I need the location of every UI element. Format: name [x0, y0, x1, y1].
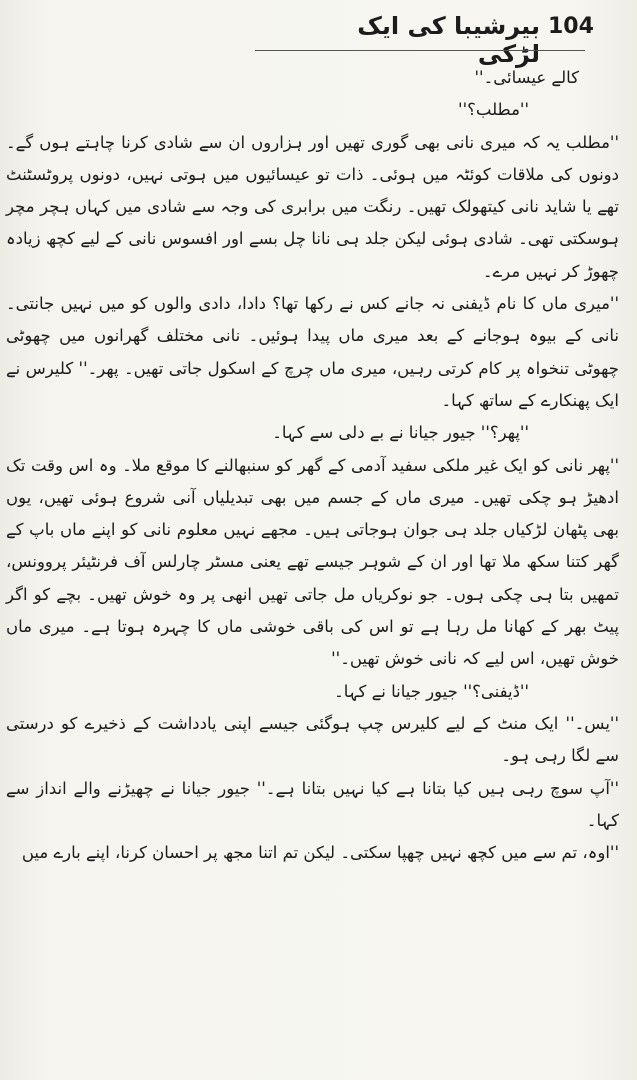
paragraph: ''اوہ، تم سے میں کچھ نہیں چھپا سکتی۔ لیکن تم اتنا مجھ پر احسان کرنا، اپنے بارے میں	[21, 843, 619, 863]
running-title: بیرشیبا کی ایک لڑکی	[357, 12, 540, 68]
paragraph: ''پھر؟'' جیور جیانا نے بے دلی سے کہا۔	[272, 423, 529, 443]
paragraph: ''آپ سوچ رہی ہیں کیا بتانا ہے کیا نہیں بتانا ہے۔'' جیور جیانا نے چھیڑنے والے انداز سے کہا۔	[6, 778, 619, 830]
paragraph: کالے عیسائی۔''	[474, 68, 579, 87]
body-text	[6, 62, 619, 869]
paragraph: ''میری ماں کا نام ڈیفنی نہ جانے کس نے رکھا تھا؟ دادا، دادی والوں کو میں نہیں جانتی۔ نانی کے بیوہ ہوجانے کے بعد میری ماں پیدا ہوئیں۔ نانی مختلف گھرانوں میں چھوٹی چھوٹی تنخواہ پر کام کرتی رہیں، میری ماں چرچ کے اسکول جاتی تھیں۔ پھر۔'' کلیرس نے ایک پھنکارے کے ساتھ کہا۔	[6, 294, 619, 410]
page-header	[0, 10, 637, 68]
paragraph: ''ڈیفنی؟'' جیور جیانا نے کہا۔	[334, 681, 529, 701]
paragraph: ''یس۔'' ایک منٹ کے لیے کلیرس چپ ہوگئی جیسے اپنی یادداشت کے ذخیرے کو درستی سے لگا رہی ہو۔	[6, 713, 619, 766]
page-number: 104	[548, 14, 594, 39]
paragraph: ''مطلب؟''	[458, 100, 529, 120]
header-rule	[255, 50, 585, 51]
paragraph: ''مطلب یہ کہ میری نانی بھی گوری تھیں اور ہزاروں ان سے شادی کرنا چاہتے ہوں گے۔ دونوں کی ملاقات کوئٹہ میں ہوئی۔ ذات تو عیسائیوں میں ہوتی نہیں، دونوں پروٹسٹنٹ تھے یا شاید نانی کیتھولک تھیں۔ رنگت میں برابری کی وجہ سے شادی میں کہاں ہچر مچر ہوسکتی تھی۔ شادی ہوئی لیکن جلد ہی نانا چل بسے اور افسوس نانی کے لیے کچھ زیادہ چھوڑ کر نہیں مرے۔	[6, 132, 619, 281]
paragraph: ''پھر نانی کو ایک غیر ملکی سفید آدمی کے گھر کو سنبھالنے کا موقع ملا۔ وہ اس وقت تک ادھیڑ ہو چکی تھیں۔ میری ماں کے جسم میں بھی تبدیلیاں آنی شروع ہوئی تھیں، یوں بھی پٹھان لڑکیاں جلد ہی جوان ہوجاتی ہیں۔ مجھے نہیں معلوم نانی کو اپنے ماں باپ کے گھر کتنا سکھ ملا تھا اور ان کے شوہر جیسے تھے یعنی مسٹر چارلس آف فرنٹیئر پروونس، تمھیں بتا ہی چکی ہوں۔ جو نوکریاں مل جاتی تھیں انھی پر وہ خوش تھیں۔ بچے کو اگر پیٹ بھر کے کھانا مل رہا ہے تو اس کی باقی خوشی ماں کا چہرہ ہوتا ہے۔ میری ماں خوش تھیں، اس لیے کہ نانی خوش تھیں۔''	[6, 455, 619, 669]
